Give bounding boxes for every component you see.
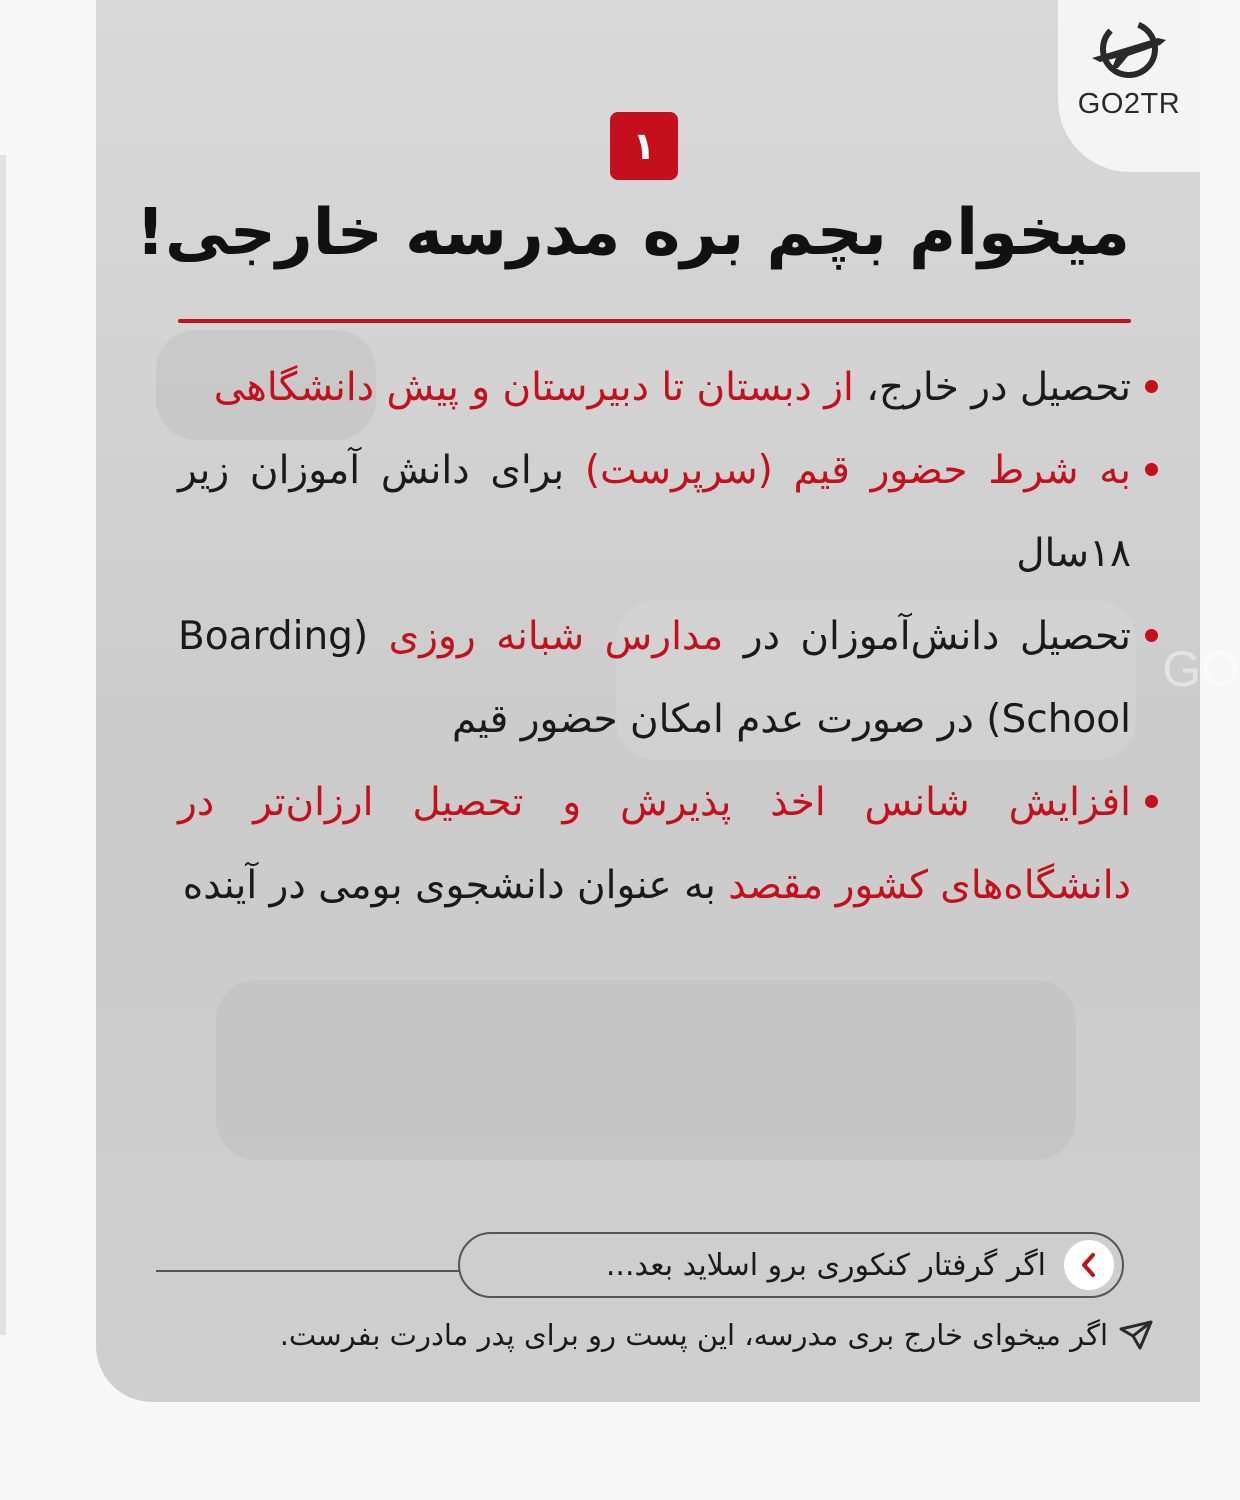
bullet-dot-icon [1145, 629, 1158, 642]
share-hint-text: اگر میخوای خارج بری مدرسه، این پست رو برای پدر مادرت بفرست. [279, 1318, 1108, 1352]
bullet-text: تحصیل دانش‌آموزان در [723, 614, 1131, 659]
brand-logo [1058, 0, 1200, 172]
bullet-highlight: افزایش شانس اخذ پذیرش و تحصیل ارزان‌تر در دانشگاه‌های کشور مقصد [178, 780, 1131, 908]
bullet-text: به عنوان دانشجوی بومی در آینده [182, 863, 729, 908]
nav-divider-line [156, 1270, 460, 1272]
chevron-left-icon [1078, 1252, 1100, 1278]
list-item [178, 429, 1131, 595]
background-shade [216, 980, 1076, 1160]
list-item [178, 761, 1131, 927]
bullet-highlight: از دبستان تا دبیرستان و پیش دانشگاهی [213, 365, 854, 410]
bullet-dot-icon [1145, 463, 1158, 476]
bullet-text: تحصیل در خارج، [853, 365, 1131, 410]
bullet-dot-icon [1145, 380, 1158, 393]
bullet-text: (Boarding School) در صورت عدم امکان حضور قیم [178, 614, 1131, 742]
bullet-highlight: به شرط حضور قیم (سرپرست) [584, 448, 1131, 493]
watermark-text: GO [1162, 641, 1240, 697]
next-slide-button[interactable] [458, 1232, 1124, 1298]
share-hint [280, 1318, 1154, 1352]
list-item [178, 595, 1131, 761]
bullet-list [178, 346, 1131, 927]
bullet-dot-icon [1145, 795, 1158, 808]
bullet-highlight: مدارس شبانه روزی [388, 614, 724, 659]
next-slide-label: اگر گرفتار کنکوری برو اسلاید بعد... [605, 1247, 1046, 1283]
left-edge-strip [0, 155, 6, 1335]
plane-globe-icon [1088, 18, 1170, 80]
next-slide-chevron[interactable] [1064, 1240, 1114, 1290]
brand-name: GO2TR [1077, 88, 1181, 120]
page-title: میخوام بچم بره مدرسه خارجی! [135, 196, 1130, 270]
title-divider [178, 319, 1131, 323]
send-icon [1118, 1319, 1154, 1351]
slide-number-badge: ۱ [610, 112, 678, 180]
bullet-text: برای دانش آموزان زیر ۱۸سال [178, 448, 1131, 576]
list-item [178, 346, 1131, 429]
